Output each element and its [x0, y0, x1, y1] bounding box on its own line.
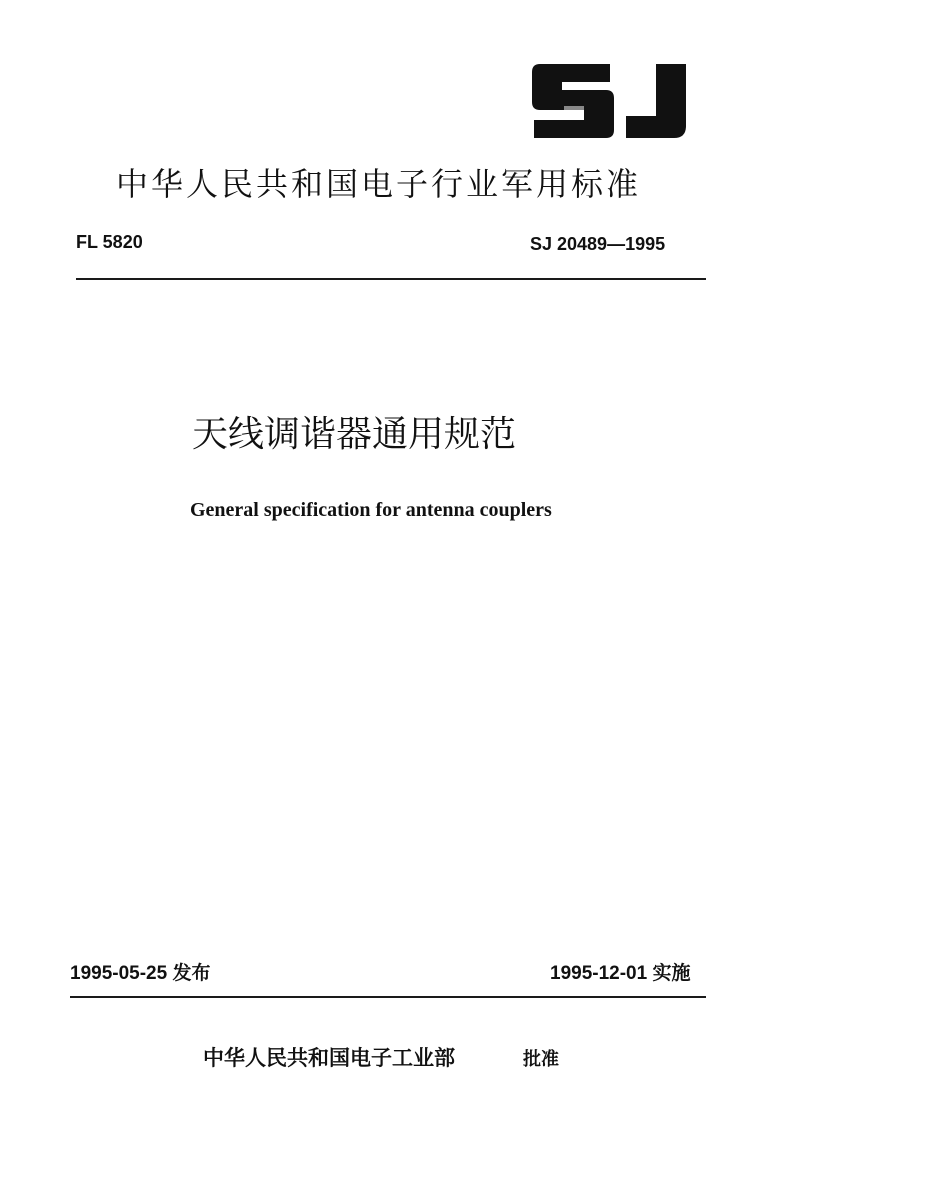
footer-divider: [70, 996, 706, 998]
sj-logo: [528, 60, 690, 140]
document-title-english: General specification for antenna couplers: [190, 499, 552, 521]
document-title-chinese: 天线调谐器通用规范: [192, 414, 517, 455]
approving-authority: 中华人民共和国电子工业部: [203, 1046, 455, 1070]
approval-label: 批准: [523, 1049, 559, 1070]
org-title: 中华人民共和国电子行业军用标准: [116, 165, 642, 203]
classification-code: FL 5820: [76, 232, 143, 252]
header-divider: [76, 278, 706, 280]
implementation-date: 1995-12-01 实施: [550, 963, 691, 984]
standard-number: SJ 20489—1995: [530, 234, 666, 254]
issue-date: 1995-05-25 发布: [70, 963, 211, 984]
